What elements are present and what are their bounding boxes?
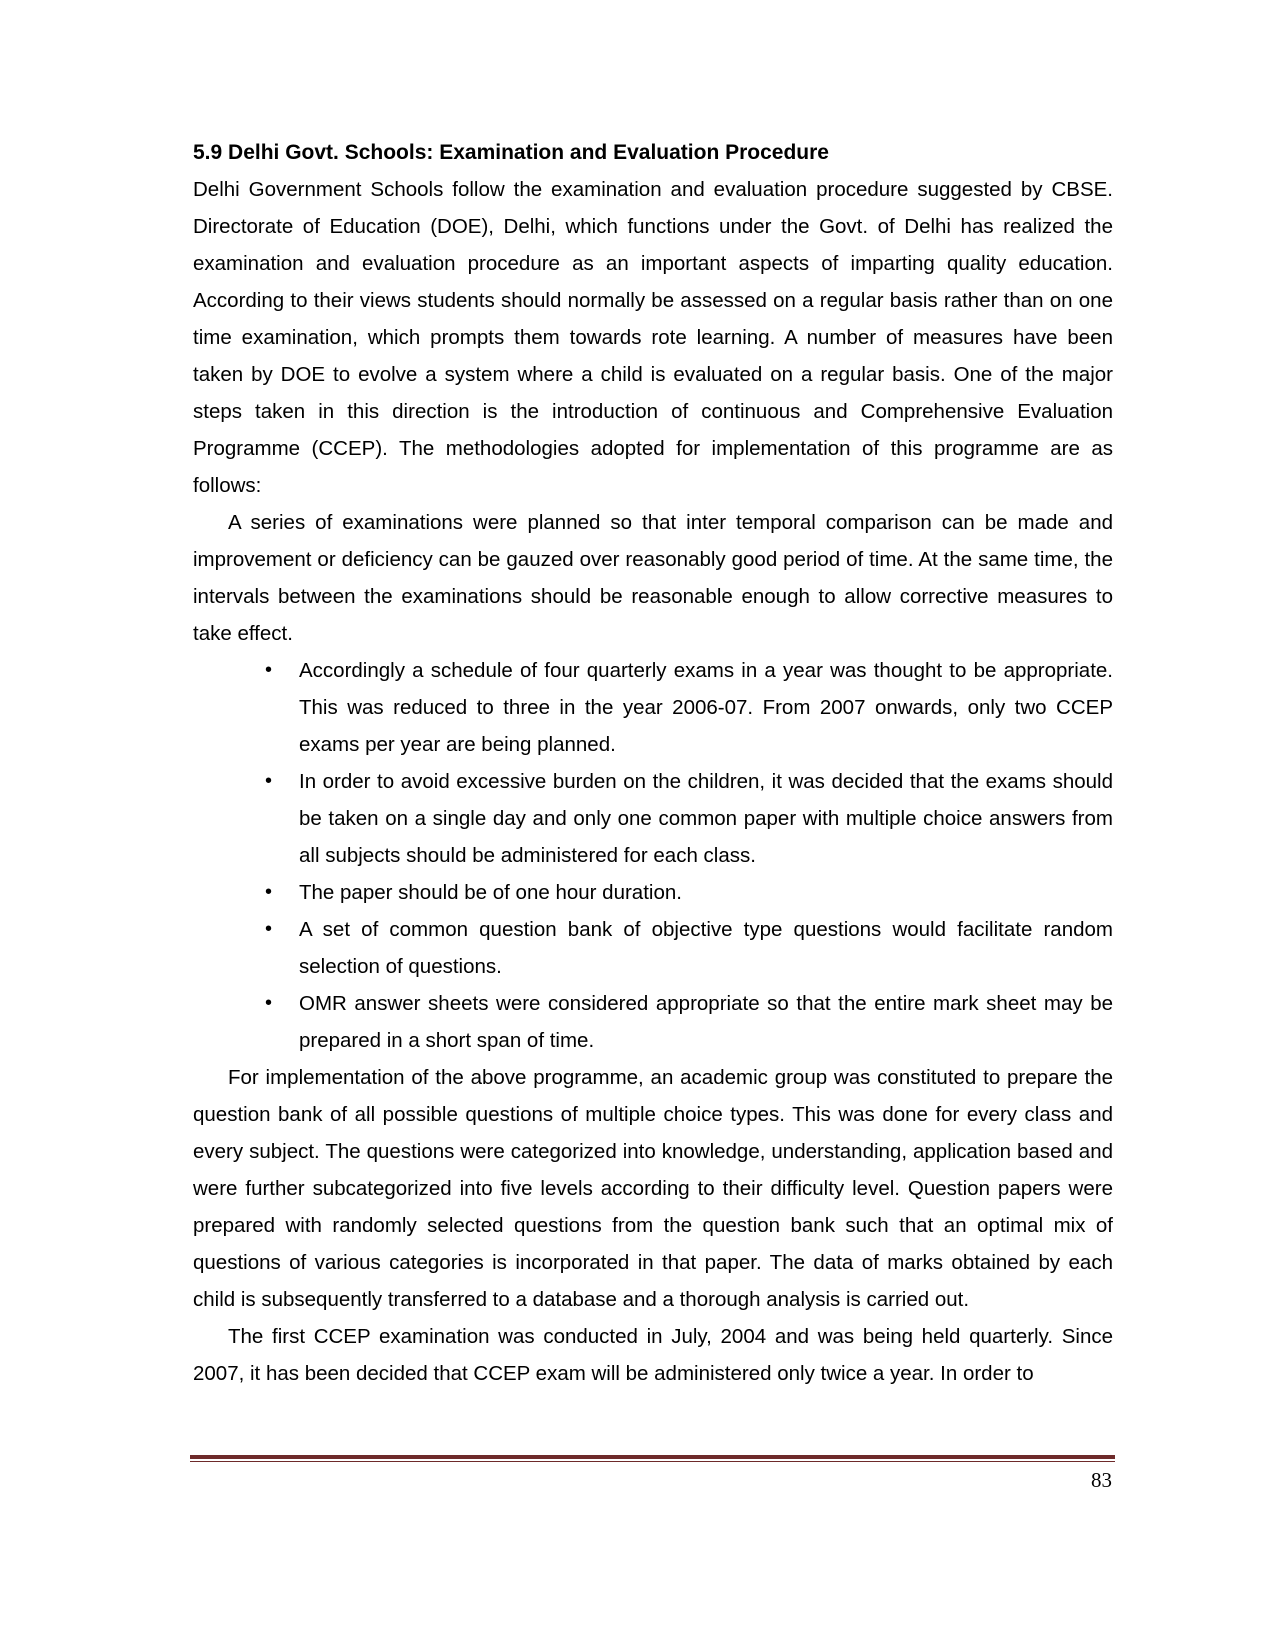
bullet-icon: • [265,992,273,1014]
list-item-text: OMR answer sheets were considered appropriate so that the entire mark sheet may be prepared in a short span of time. [299,992,1113,1052]
section-heading: 5.9 Delhi Govt. Schools: Examination and Evaluation Procedure [193,141,829,164]
list-item [193,911,1113,985]
footer-divider-thin-line [190,1461,1115,1462]
list-item-text: In order to avoid excessive burden on the children, it was decided that the exams should be taken on a single day and only one common paper with multiple choice answers from all subjects should be administered for each class. [299,770,1113,867]
implementation-paragraph: For implementation of the above programme, an academic group was constituted to prepare the question bank of all possible questions of multiple choice types. This was done for every class and every subject. The questions were categorized into knowledge, understanding, application based and were further subcategorized into five levels according to their difficulty level. Question papers were prepared with randomly selected questions from the question bank such that an optimal mix of questions of various categories is incorporated in that paper. The data of marks obtained by each child is subsequently transferred to a database and a thorough analysis is carried out. [193,1066,1113,1311]
bullet-icon: • [265,918,273,940]
list-item-text: Accordingly a schedule of four quarterly exams in a year was thought to be appropriate. This was reduced to three in the year 2006-07. From 2007 onwards, only two CCEP exams per year are being planned. [299,659,1113,756]
page-number: 83 [1091,1468,1112,1492]
list-item [193,763,1113,874]
intro-paragraph: Delhi Government Schools follow the examination and evaluation procedure suggested by CBSE. Directorate of Education (DOE), Delhi, which functions under the Govt. of Delhi has realized the examination and evaluation procedure as an important aspects of imparting quality education. According to their views students should normally be assessed on a regular basis rather than on one time examination, which prompts them towards rote learning. A number of measures have been taken by DOE to evolve a system where a child is evaluated on a regular basis. One of the major steps taken in this direction is the introduction of continuous and Comprehensive Evaluation Programme (CCEP). The methodologies adopted for implementation of this programme are as follows: [193,178,1113,497]
series-paragraph: A series of examinations were planned so that inter temporal comparison can be made and improvement or deficiency can be gauzed over reasonably good period of time. At the same time, the intervals between the examinations should be reasonable enough to allow corrective measures to take effect. [193,511,1113,645]
bullet-icon: • [265,659,273,681]
list-item [193,652,1113,763]
first-exam-paragraph: The first CCEP examination was conducted in July, 2004 and was being held quarterly. Since 2007, it has been decided that CCEP exam will be administered only twice a year. In order to [193,1325,1113,1385]
footer-divider-thick-line [190,1455,1115,1459]
footer-divider [190,1455,1115,1462]
list-item [193,874,1113,911]
list-item-text: The paper should be of one hour duration. [299,881,682,904]
bullet-icon: • [265,770,273,792]
bullet-icon: • [265,881,273,903]
methodology-bullet-list [193,652,1113,1059]
list-item [193,985,1113,1059]
page-body [193,134,1113,1392]
list-item-text: A set of common question bank of objective type questions would facilitate random selection of questions. [299,918,1113,978]
